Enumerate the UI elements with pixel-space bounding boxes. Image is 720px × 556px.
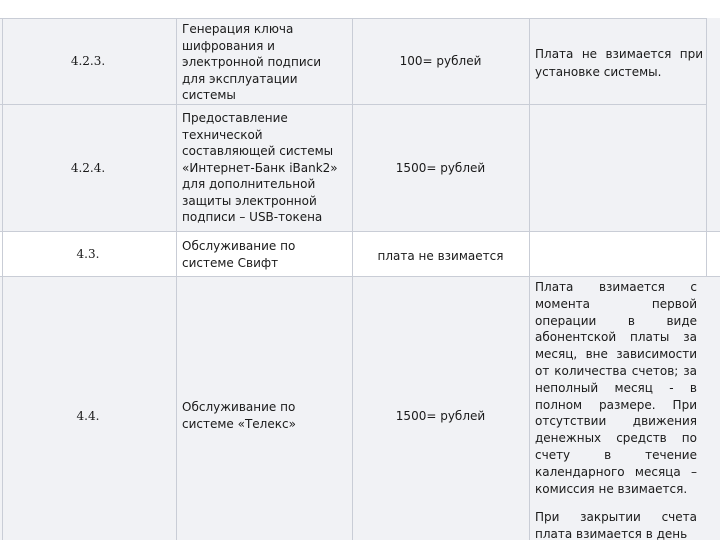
row-note-continued: При закрытии счета плата взимается в день (535, 510, 697, 542)
column-divider (176, 18, 177, 540)
row-number: 4.3. (76, 246, 100, 261)
row-description: Обслуживание по системе «Телекс» (182, 400, 296, 431)
column-divider (529, 18, 530, 540)
row-description: Обслуживание по системе Свифт (182, 239, 296, 270)
row-number: 4.2.3. (70, 54, 106, 68)
row-price: 1500= рублей (395, 409, 486, 423)
column-divider (706, 18, 707, 276)
row-price: 100= рублей (399, 54, 482, 68)
row-note-text: Плата взимается с момента первой операции в виде абонентской платы за месяц, вне зависимости от количества счетов; за неполный месяц - в полном размере. При отсутствии движения денежных средств по счету в течение календарного месяца – комиссия не взимается. (535, 280, 697, 496)
row-number: 4.2.4. (70, 160, 106, 175)
row-description: Предоставление технической составляющей системы «Интернет-Банк iBank2» для дополнительной защиты электронной подписи – USB-токена (182, 111, 338, 224)
row-note (535, 279, 697, 543)
row-price: плата не взимается (377, 249, 504, 263)
row-description: Генерация ключа шифрования и электронной подписи для эксплуатации системы (182, 22, 322, 102)
row-note: Плата не взимается при установке системы. (535, 47, 703, 79)
row-number: 4.4. (76, 409, 100, 423)
row-price: 1500= рублей (395, 160, 486, 175)
